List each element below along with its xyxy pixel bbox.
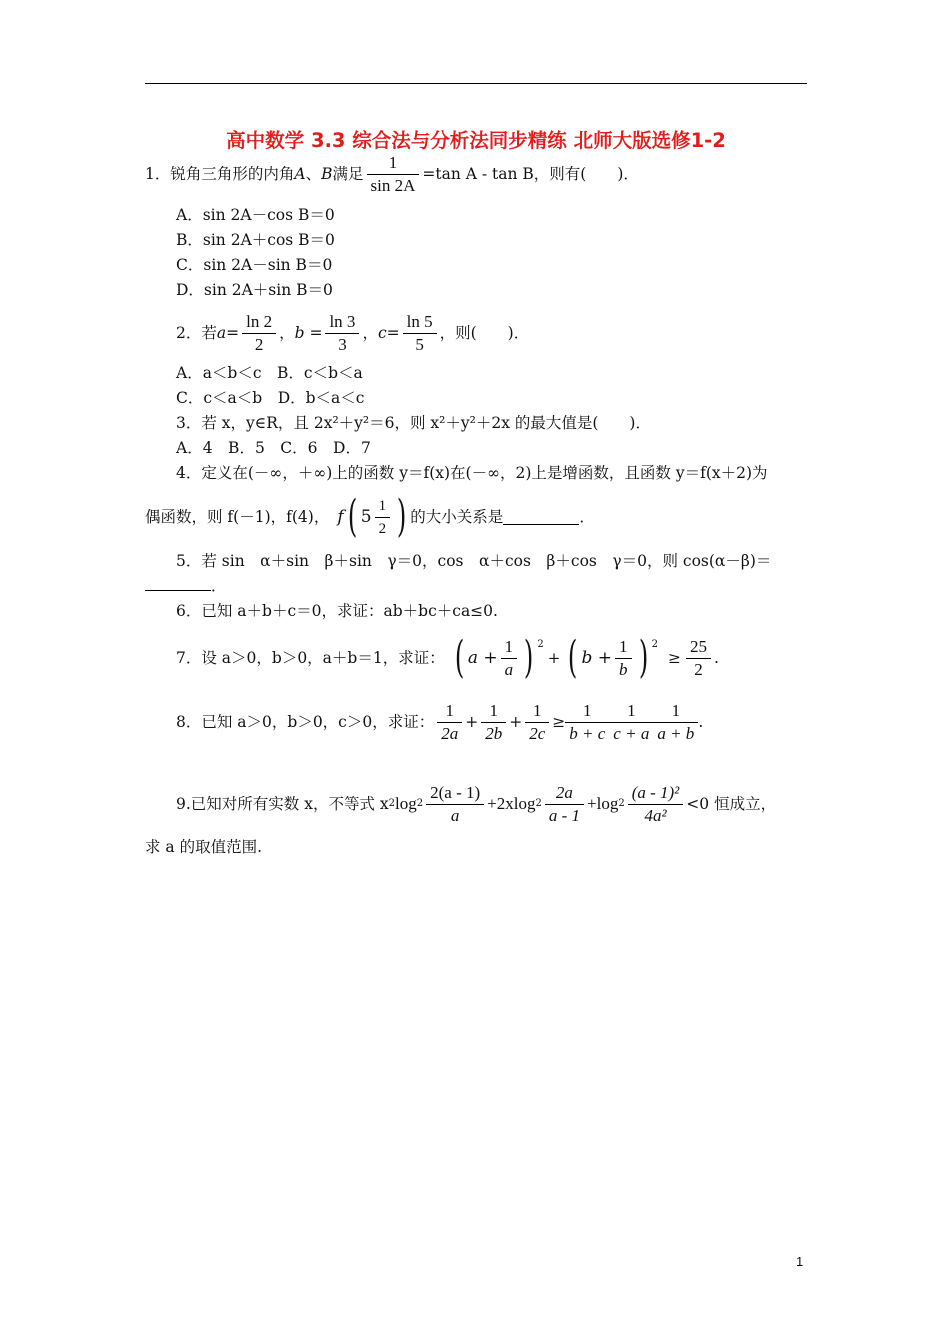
q4-left-paren: ( [347,491,357,542]
q2-a: a= [216,324,240,342]
q9-mid-2: +log [587,794,619,813]
q4-whole: 5 [360,507,372,527]
q4-answer-blank[interactable] [503,510,579,525]
q8-fraction-l2: $\frac{1}{2b}$ [481,700,506,745]
q2-options-ab: A．a＜b＜c B．c＜b＜a [176,364,363,382]
q9-fraction-1: $\frac{2(a - 1)}{a}$ [426,782,484,827]
q2-text-post: ，则( )． [439,324,530,342]
q7-fraction-1: $\frac{1}{a}$ [501,636,518,681]
q9-text: 9.已知对所有实数 x，不等式 x [176,795,389,813]
q1-text-post: 满足 [332,165,364,183]
q2-text-pre: 2．若 [176,324,217,342]
q7-paren-2-right: ) [638,632,648,683]
q7-fraction-2: $\frac{1}{b}$ [615,636,632,681]
q1-option-b: B．sin 2A＋cos B＝0 [176,231,335,249]
q7-paren-2-left: ( [568,632,578,683]
q5-answer-blank[interactable] [145,576,211,591]
q9-square: 2 [388,798,396,809]
question-7 [176,632,719,684]
q9-fraction-3: $\frac{\text{(a - 1)²}}{\text{4a²}}$ [628,782,684,827]
q8-fraction-l1: $\frac{1}{2a}$ [437,700,462,745]
q4-function: f [337,507,344,527]
q7-end: . [714,649,719,667]
q1-angle-b: B [321,165,333,183]
page-title: 高中数学 3.3 综合法与分析法同步精练 北师大版选修1-2 [226,129,726,152]
q2-options-cd: C．c＜a＜b D．b＜a＜c [176,389,365,407]
question-6: 6．已知 a＋b＋c＝0，求证：ab＋bc＋ca≤0. [176,602,498,620]
question-3: 3．若 x，y∈R，且 2x²＋y²＝6，则 x²＋y²＋2x 的最大值是( )． [176,414,651,432]
q7-paren-1-right: ) [524,632,534,683]
q1-option-d: D．sin 2A＋sin B＝0 [176,281,333,299]
q8-plus-1: + [465,713,479,731]
q1-sep: 、 [305,165,322,183]
q9-mid-1: +2xlog [487,794,536,813]
q8-fraction-r2: $\frac{1}{c + a}$ [609,700,653,745]
q9-text-post: <0 恒成立， [686,795,777,813]
q7-plus: + [547,649,561,667]
q8-fraction-r1: $\frac{1}{b + c}$ [565,700,609,745]
q4-text-post: 的大小关系是 [410,508,504,526]
q1-angle-a: A [294,165,306,183]
q9-log-1: log [395,794,417,813]
q1-equation: =tan A - tan B，则有( )． [422,165,639,183]
q7-ge: ≥ [668,649,682,667]
question-5: 5．若 sin α＋sin β＋sin γ＝0，cos α＋cos β＋cos γ＝0，则 cos(α－β)＝ [176,552,772,570]
question-8 [176,696,703,748]
question-4-line-1: 4．定义在(－∞，＋∞)上的函数 y＝f(x)在(－∞，2)上是增函数，且函数 y＝f(x＋2)为 [176,464,768,482]
page-number: 1 [796,1254,804,1269]
question-1 [145,150,639,198]
q8-text: 8．已知 a＞0，b＞0，c＞0，求证： [176,713,435,731]
q2-b: b = [294,324,323,342]
q2-fraction-a: $\frac{\ln 2}{2}$ [242,311,276,356]
q7-fraction-result: $\frac{25}{2}$ [686,636,711,681]
q9-line-2: 求 a 的取值范围. [145,838,263,856]
q7-text: 7．设 a＞0，b＞0，a＋b＝1，求证： [176,649,445,667]
q1-fraction: $\frac{1}{\sin 2A}$ [367,152,420,197]
q4-end: ． [579,508,595,526]
q7-square-1: 2 [537,639,544,650]
q8-fraction-l3: $\frac{1}{2c}$ [525,700,549,745]
q2-fraction-b: $\frac{\ln 3}{3}$ [325,311,359,356]
q8-fraction-r3: $\frac{1}{a + b}$ [653,700,698,745]
q7-term-a: a + [467,648,498,668]
question-2 [176,308,529,358]
q2-sep-2: ， [362,324,378,342]
q8-plus-2: + [509,713,523,731]
q7-square-2: 2 [651,639,659,650]
q1-option-a: A．sin 2A－cos B＝0 [176,206,335,224]
header-rule [145,83,807,84]
question-4-line-2 [145,491,595,542]
q8-ge: ≥ [552,713,566,731]
q7-paren-1-left: ( [454,632,465,683]
q7-term-b: b + [581,648,612,668]
q4-right-paren: ) [396,491,407,542]
q9-base-2: 2 [535,798,542,809]
q9-fraction-2: $\frac{2a}{a - 1}$ [545,782,584,827]
q5-end: ． [211,577,227,595]
q8-end: . [698,713,704,731]
question-9 [176,778,776,830]
q1-text-pre: 1．锐角三角形的内角 [145,165,295,183]
q3-options: A．4 B．5 C．6 D．7 [176,439,371,457]
q9-base-3: 2 [618,798,625,809]
q5-line-2 [145,576,227,596]
q4-text: 偶函数，则 f(－1)，f(4)， [145,508,330,526]
q1-option-c: C．sin 2A－sin B＝0 [176,256,333,274]
q9-base-1: 2 [416,798,424,809]
q4-fraction: $\frac{1}{2}$ [375,495,391,540]
q2-c: c= [377,324,400,342]
q2-sep-1: ， [279,324,295,342]
q2-fraction-c: $\frac{\ln 5}{5}$ [403,311,437,356]
